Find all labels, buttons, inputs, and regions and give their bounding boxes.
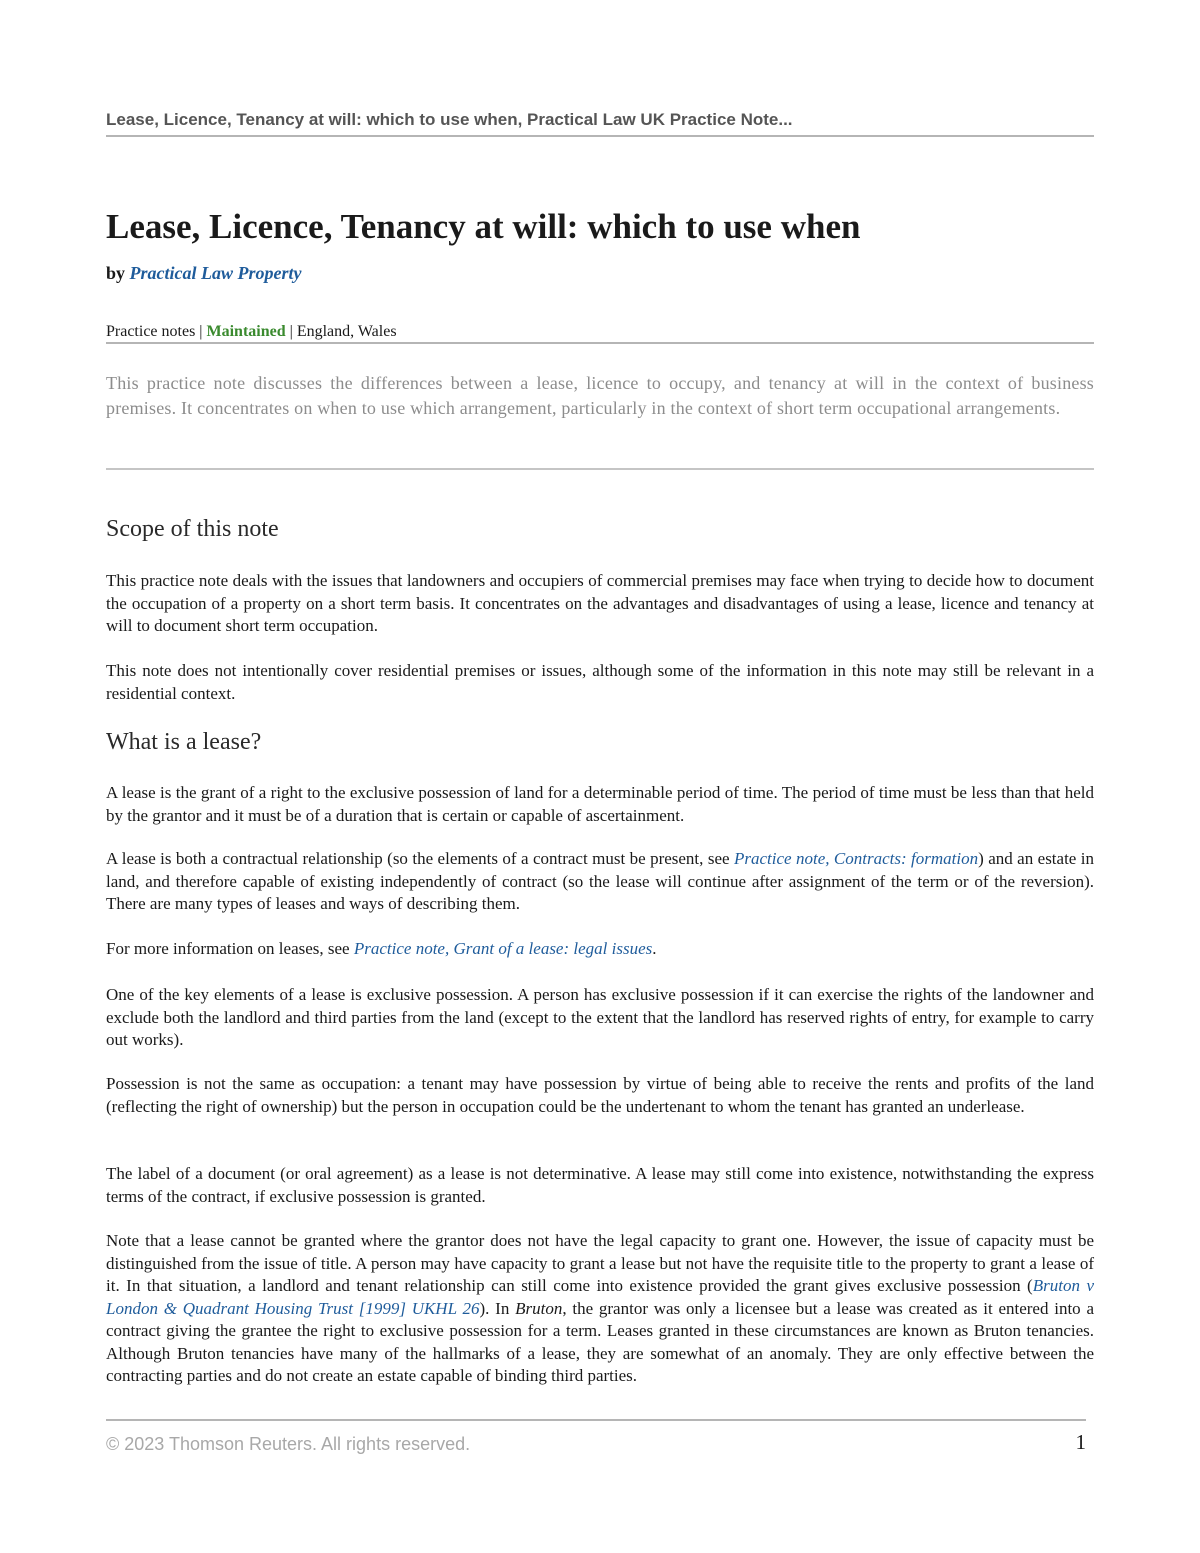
author-link[interactable]: Practical Law Property [129,263,302,283]
meta-separator: | [285,323,297,340]
scope-paragraph-2: This note does not intentionally cover residential premises or issues, although some of the information in this note may still be relevant in a residential context. [106,661,1094,703]
byline [106,263,301,284]
text-run: . [652,939,657,958]
running-header: Lease, Licence, Tenancy at will: which to use when, Practical Law UK Practice Note... [106,110,793,129]
lease-paragraph-5: Possession is not the same as occupation: a tenant may have possession by virtue of being able to receive the rents and profits of the land (reflecting the right of ownership) but the person in occupation could be the undertenant to whom the tenant has granted an underlease. [106,1074,1094,1116]
meta-separator: | [195,323,207,340]
text-run: ) and an estate in land, and therefore capable of existing independently of contract (so the lease will continue after assignment of the term or of the reversion). There are many types of leases and ways of describing them. [106,849,1094,913]
lease-paragraph-7 [106,1230,1094,1388]
resource-type: Practice notes [106,323,196,340]
grant-of-lease-link[interactable]: Practice note, Grant of a lease: legal issues [353,939,653,958]
byline-prefix: by [106,263,130,283]
text-run: ). In [479,1298,516,1318]
abstract-divider [106,468,1094,470]
lease-paragraph-6: The label of a document (or oral agreement) as a lease is not determinative. A lease may still come into existence, notwithstanding the express terms of the contract, if exclusive possession is granted. [106,1164,1094,1206]
text-run: Note that a lease cannot be granted where the grantor does not have the legal capacity to grant one. However, the issue of capacity must be distinguished from the issue of title. A person may have capacity to grant a lease but not have the requisite title to the property to grant a lease of it. In that situation, a landlord and tenant relationship can still come into existence provided the grant gives exclusive possession ( [106,1231,1094,1295]
section-heading-scope: Scope of this note [106,516,279,542]
document-page [106,0,1094,1553]
lease-paragraph-4: One of the key elements of a lease is exclusive possession. A person has exclusive possession if it can exercise the rights of the landowner and exclude both the landlord and third parties from the land (except to the extent that the landlord has reserved rights of entry, for example to carry out works). [106,985,1094,1049]
text-run: For more information on leases, see [106,939,354,958]
header-divider [106,135,1094,137]
page-number: 1 [1075,1430,1086,1454]
abstract: This practice note discusses the differences between a lease, licence to occupy, and tenancy at will in the context of business premises. It concentrates on when to use which arrangement, particularly in the context of short term occupational arrangements. [106,373,1094,418]
lease-paragraph-2 [106,848,1094,916]
meta-divider [106,342,1094,344]
document-meta [106,323,397,341]
lease-paragraph-3 [106,938,1094,961]
bruton-case-link[interactable]: Bruton v London & Quadrant Housing Trust [1999] UKHL 26 [106,1276,1094,1318]
scope-paragraph-1: This practice note deals with the issues that landowners and occupiers of commercial premises may face when trying to decide how to document the occupation of a property on a short term basis. It concentrates on the advantages and disadvantages of using a lease, licence and tenancy at will to document short term occupation. [106,571,1094,635]
lease-paragraph-1: A lease is the grant of a right to the exclusive possession of land for a determinable period of time. The period of time must be less than that held by the grantor and it must be of a duration that is certain or capable of ascertainment. [106,783,1094,825]
page-title: Lease, Licence, Tenancy at will: which to use when [106,207,861,246]
status-badge: Maintained [206,323,286,340]
copyright-notice: © 2023 Thomson Reuters. All rights reserved. [106,1434,471,1454]
footer-divider [106,1419,1086,1421]
text-run: , the grantor was only a licensee but a lease was created as it entered into a contract giving the grantee the right to exclusive possession for a term. Leases granted in these circumstances are known as Bruton tenancies. Although Bruton tenancies have many of the hallmarks of a lease, they are somewhat of an anomaly. They are only effective between the contracting parties and do not create an estate capable of binding third parties. [106,1298,1094,1385]
section-heading-lease: What is a lease? [106,729,262,755]
contracts-formation-link[interactable]: Practice note, Contracts: formation [733,849,979,868]
text-run: A lease is both a contractual relationship (so the elements of a contract must be present, see [106,849,734,868]
jurisdiction: England, Wales [296,323,397,340]
case-name: Bruton [515,1298,563,1318]
